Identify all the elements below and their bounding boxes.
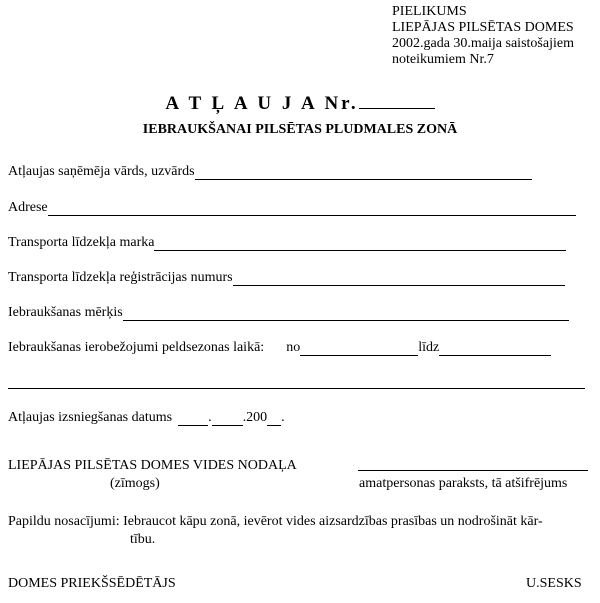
subtitle: IEBRAUKŠANAI PILSĒTAS PLUDMALES ZONĀ [142,122,458,137]
blank-line-row [8,374,585,389]
year-field[interactable] [267,411,281,426]
additional-text: Iebraucot kāpu zonā, ievērot vides aizsardzības prasības un nodrošināt kār- [123,514,543,529]
day-field[interactable] [178,411,208,426]
date-end: . [281,410,285,425]
field-purpose-row [8,305,569,321]
to-label: līdz [418,340,440,355]
field-label: Iebraukšanas ierobežojumi peldsezonas laikā: [8,340,265,355]
permit-number-field[interactable] [359,92,435,109]
signature-label: amatpersonas paraksts, tā atšifrējums [359,476,568,491]
vehicle-make-field[interactable] [154,236,566,251]
field-address-row [8,200,576,216]
date-separator: . [208,410,212,425]
department-name: LIEPĀJAS PILSĒTAS DOMES VIDES NODAĻA [8,458,297,473]
header-line: noteikumiem Nr.7 [392,52,494,67]
header-note [392,4,574,68]
from-label: no [286,340,301,355]
name-field[interactable] [195,165,532,180]
signature-field[interactable] [358,456,588,471]
field-label: Atļaujas izsniegšanas datums [8,410,173,425]
purpose-field[interactable] [123,306,569,321]
header-line: LIEPĀJAS PILSĒTAS DOMES [392,20,574,35]
header-line: PIELIKUMS [392,4,467,19]
registration-field[interactable] [233,271,565,286]
field-restrictions-row [8,340,551,356]
field-name-row [8,164,532,180]
extra-field[interactable] [8,374,585,389]
additional-label: Papildu nosacījumi: [8,514,120,529]
field-label: Transporta līdzekļa marka [8,235,155,250]
additional-conditions [8,514,543,530]
month-field[interactable] [212,411,243,426]
field-label: Iebraukšanas mērķis [8,305,123,320]
header-line: 2002.gada 30.maija saistošajiem [392,36,574,51]
field-label: Transporta līdzekļa reģistrācijas numurs [8,270,233,285]
year-prefix: .200 [242,410,268,425]
field-make-row [8,235,566,251]
chairman-name: U.SESKS [526,576,582,591]
field-label: Adrese [8,200,48,215]
to-field[interactable] [439,341,551,356]
page-title [0,92,600,112]
title-text: A T Ļ A U J A Nr. [165,93,359,114]
stamp-label: (zīmogs) [110,476,160,491]
field-registration-row [8,270,565,286]
address-field[interactable] [48,201,576,216]
chairman-title: DOMES PRIEKŠSĒDĒTĀJS [8,576,176,591]
field-label: Atļaujas saņēmēja vārds, uzvārds [8,164,195,179]
from-field[interactable] [300,341,418,356]
additional-text-cont: tību. [130,532,156,547]
issue-date-row [8,410,285,426]
